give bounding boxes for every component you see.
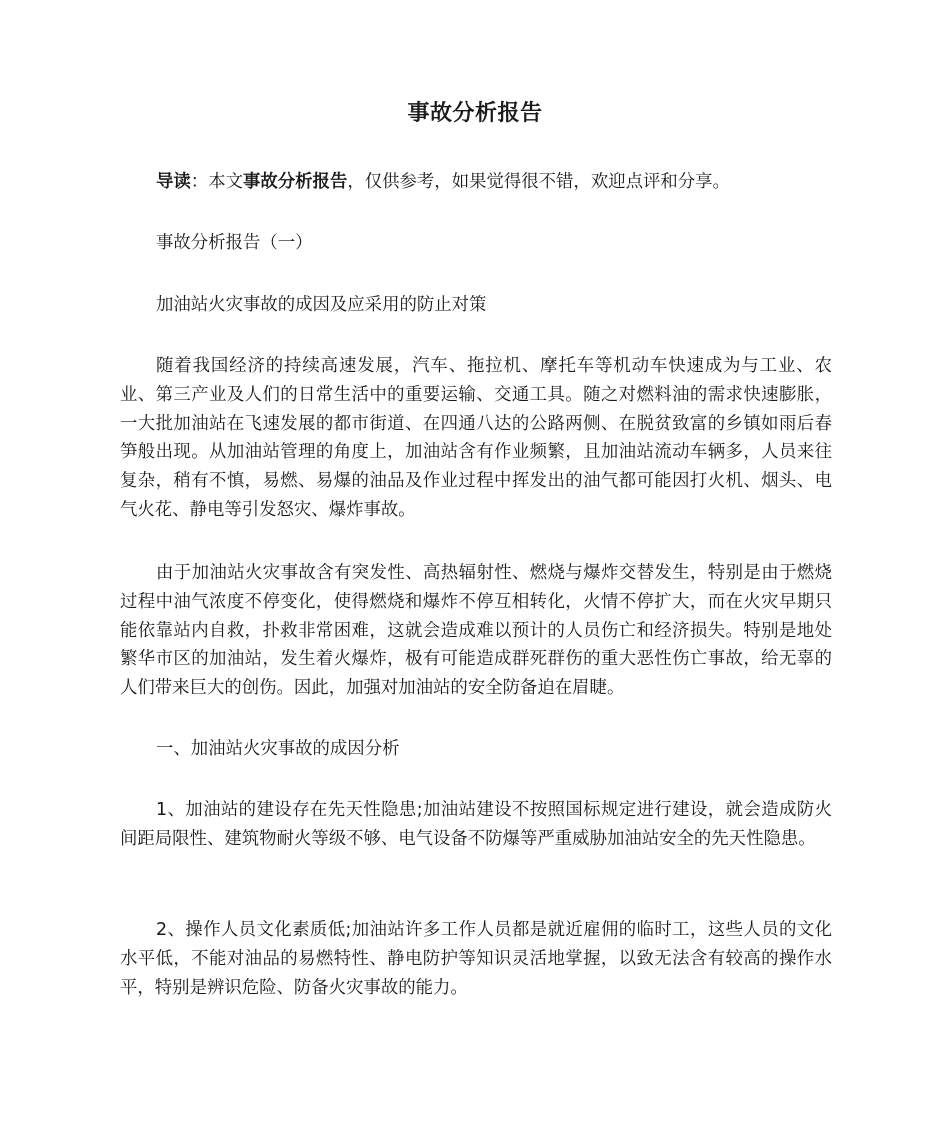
paragraph-4: 2、操作人员文化素质低;加油站许多工作人员都是就近雇佣的临时工，这些人员的文化水平低，不能对油品的易燃特性、静电防护等知识灵活地掌握，以致无法含有较高的操作水平，特别是辨识危险、防备火灾事故的能力。 xyxy=(120,920,832,998)
lead-title: 事故分析报告 xyxy=(242,172,348,192)
subtitle-2: 加油站火灾事故的成因及应采用的防止对策 xyxy=(156,295,487,315)
paragraph-2: 由于加油站火灾事故含有突发性、高热辐射性、燃烧与爆炸交替发生，特别是由于燃烧过程中油气浓度不停变化，使得燃烧和爆炸不停互相转化，火情不停扩大，而在火灾早期只能依靠站内自救，扑救非常困难，这就会造成难以预计的人员伤亡和经济损失。特别是地处繁华市区的加油站，发生着火爆炸，极有可能造成群死群伤的重大恶性伤亡事故，给无辜的人们带来巨大的创伤。因此，加强对加油站的安全防备迫在眉睫。 xyxy=(120,563,832,699)
subtitle-1: 事故分析报告（一） xyxy=(156,233,313,253)
lead-paragraph xyxy=(120,168,832,197)
paragraph-1: 随着我国经济的持续高速发展，汽车、拖拉机、摩托车等机动车快速成为与工业、农业、第三产业及人们的日常生活中的重要运输、交通工具。随之对燃料油的需求快速膨胀，一大批加油站在飞速发展的都市街道、在四通八达的公路两侧、在脱贫致富的乡镇如雨后春笋般出现。从加油站管理的角度上，加油站含有作业频繁，且加油站流动车辆多，人员来往复杂，稍有不慎，易燃、易爆的油品及作业过程中挥发出的油气都可能因打火机、烟头、电气火花、静电等引发怒灾、爆炸事故。 xyxy=(120,356,832,520)
paragraph-3: 1、加油站的建设存在先天性隐患;加油站建设不按照国标规定进行建设，就会造成防火间距局限性、建筑物耐火等级不够、电气设备不防爆等严重威胁加油站安全的先天性隐患。 xyxy=(120,800,832,849)
lead-separator: ：本文 xyxy=(190,172,243,192)
document-title: 事故分析报告 xyxy=(407,101,543,126)
lead-label: 导读 xyxy=(156,172,191,192)
section-heading-1: 一、加油站火灾事故的成因分析 xyxy=(156,739,400,759)
lead-rest: ，仅供参考，如果觉得很不错，欢迎点评和分享。 xyxy=(347,172,730,192)
